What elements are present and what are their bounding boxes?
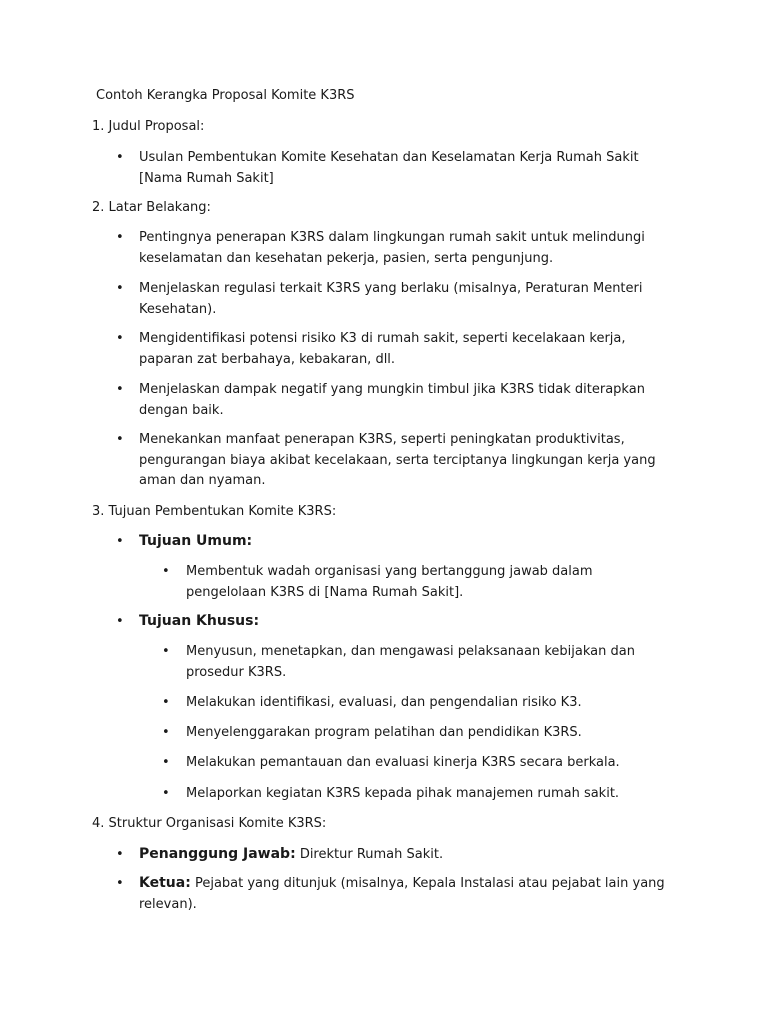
penanggung-jawab-text: Direktur Rumah Sakit. [299,847,444,862]
list-item: Membentuk wadah organisasi yang bertanggung jawab dalam pengelolaan K3RS di [Nama Rumah Sakit]. [186,564,593,600]
bullet-icon: • [162,755,170,770]
section-2-heading: 2. Latar Belakang: [92,200,211,215]
bullet-icon: • [116,150,124,165]
list-item: Menyusun, menetapkan, dan mengawasi pelaksanaan kebijakan dan prosedur K3RS. [186,644,635,680]
bullet-icon: • [162,564,170,579]
list-item: Pentingnya penerapan K3RS dalam lingkungan rumah sakit untuk melindungi keselamatan dan kesehatan pekerja, pasien, serta pengunjung. [139,230,645,266]
ketua-label: Ketua: [139,875,191,891]
bullet-icon: • [116,230,124,245]
bullet-icon: • [162,644,170,659]
list-item: Menjelaskan regulasi terkait K3RS yang berlaku (misalnya, Peraturan Menteri Kesehatan). [139,281,643,317]
list-item: Menjelaskan dampak negatif yang mungkin timbul jika K3RS tidak diterapkan dengan baik. [139,382,645,418]
bullet-icon: • [116,534,124,549]
bullet-icon: • [116,876,124,891]
list-item: Melakukan identifikasi, evaluasi, dan pengendalian risiko K3. [186,695,582,710]
bullet-icon: • [162,786,170,801]
bullet-icon: • [162,725,170,740]
bullet-icon: • [116,432,124,447]
bullet-icon: • [162,695,170,710]
section-1-heading: 1. Judul Proposal: [92,119,205,134]
tujuan-umum-label: Tujuan Umum: [139,533,253,549]
section-4-heading: 4. Struktur Organisasi Komite K3RS: [92,816,327,831]
list-item: Menekankan manfaat penerapan K3RS, seperti peningkatan produktivitas, pengurangan biaya akibat kecelakaan, serta terciptanya lingkungan kerja yang aman dan nyaman. [139,432,656,488]
list-item: Menyelenggarakan program pelatihan dan pendidikan K3RS. [186,725,582,740]
ketua-text: Pejabat yang ditunjuk (misalnya, Kepala Instalasi atau pejabat lain yang relevan). [139,876,665,912]
list-item: Melaporkan kegiatan K3RS kepada pihak manajemen rumah sakit. [186,786,620,801]
list-item: Melakukan pemantauan dan evaluasi kinerja K3RS secara berkala. [186,755,620,770]
list-item [139,873,679,915]
bullet-icon: • [116,847,124,862]
list-item [139,844,679,866]
section-3-heading: 3. Tujuan Pembentukan Komite K3RS: [92,504,337,519]
bullet-icon: • [116,331,124,346]
bullet-icon: • [116,382,124,397]
tujuan-khusus-label: Tujuan Khusus: [139,613,260,629]
penanggung-jawab-label: Penanggung Jawab: [139,846,296,862]
list-item: Mengidentifikasi potensi risiko K3 di rumah sakit, seperti kecelakaan kerja, paparan zat berbahaya, kebakaran, dll. [139,331,626,367]
bullet-icon: • [116,614,124,629]
list-item: Usulan Pembentukan Komite Kesehatan dan Keselamatan Kerja Rumah Sakit [Nama Rumah Sakit] [139,150,639,186]
bullet-icon: • [116,281,124,296]
document-title: Contoh Kerangka Proposal Komite K3RS [96,88,355,103]
